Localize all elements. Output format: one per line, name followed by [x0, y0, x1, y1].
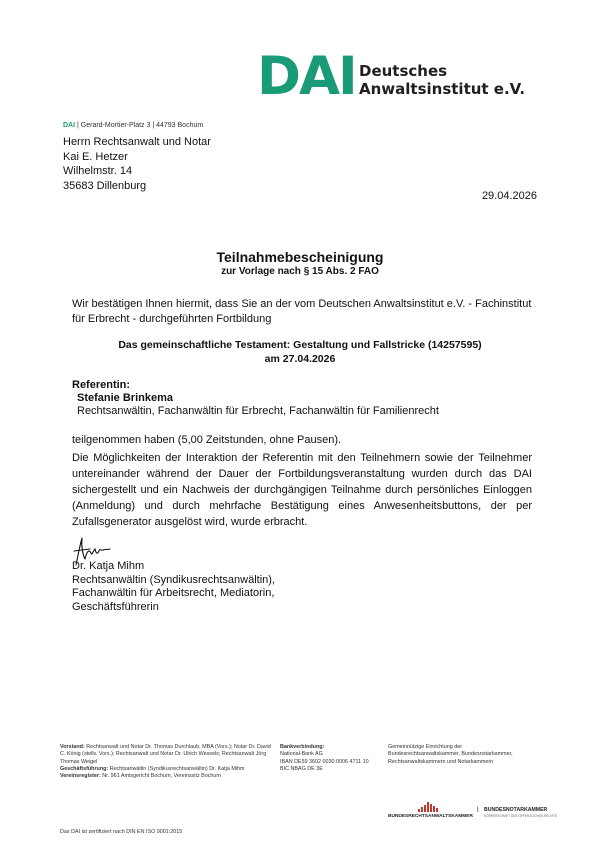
footer-board	[60, 744, 275, 780]
recipient-line: 35683 Dillenburg	[63, 179, 147, 192]
footer-org-line: Gemeinnützige Einrichtung der	[388, 744, 463, 750]
footer-value: Rechtsanwalt und Notar Dr. Thomas Durchlaub, MBA (Vors.); Notar Dr. David C. König (stellv. Vors.); Rechtsanwalt und Notar Dr. Ulrich Wessels; Rechtsanwalt Jörg Thomas Weigel	[60, 744, 271, 765]
participation-statement: teilgenommen haben (5,00 Zeitstunden, ohne Pausen).	[72, 434, 342, 446]
speaker-title: Rechtsanwältin, Fachanwältin für Erbrecht, Fachanwältin für Familienrecht	[77, 405, 439, 417]
bnotk-logo-subtext: KÖRPERSCHAFT DES ÖFFENTLICHEN RECHTS	[484, 814, 557, 818]
footer-value: Rechtsanwältin (Syndikusrechtsanwältin) Dr. Katja Mihm	[108, 765, 245, 772]
brak-logo-text: BUNDESRECHTSANWALTSKAMMER	[388, 814, 473, 819]
bnotk-logo-text: BUNDESNOTARKAMMER	[484, 807, 548, 813]
sender-line	[63, 122, 203, 129]
footer-label: Vereinsregister:	[60, 773, 101, 780]
footer-bank	[280, 744, 380, 773]
bnotk-eagle-icon: ⌇	[476, 807, 480, 814]
footer-bank-line: National-Bank AG	[280, 751, 323, 758]
logo-name	[359, 62, 525, 98]
signer-title-line: Rechtsanwältin (Syndikusrechtsanwältin),	[72, 573, 275, 586]
footer-organisation	[388, 744, 558, 766]
sender-address: | Gerard-Mortier-Platz 3 | 44793 Bochum	[75, 122, 204, 129]
signer-name: Dr. Katja Mihm	[72, 560, 145, 572]
footer-board-line	[60, 744, 275, 766]
sender-brand: DAI	[63, 122, 76, 129]
recipient-line: Herrn Rechtsanwalt und Notar	[63, 136, 211, 148]
document-subtitle: zur Vorlage nach § 15 Abs. 2 FAO	[221, 266, 379, 277]
logo-line-1: Deutsches	[359, 62, 448, 80]
brak-logo	[388, 802, 473, 822]
signer-title-line: Geschäftsführerin	[72, 600, 159, 613]
footer-bank-line: IBAN DE59 3602 0030 0006 4711 10	[280, 758, 369, 765]
footer-management-line	[60, 766, 275, 773]
document-title: Teilnahmebescheinigung	[216, 249, 384, 265]
footer-register-line	[60, 773, 275, 780]
signer-block	[72, 560, 275, 614]
recipient-address	[63, 135, 211, 193]
body-paragraph: Die Möglichkeiten der Interaktion der Referentin mit den Teilnehmern sowie der Teilnehmer untereinander während der Dauer der Fortbildungsveranstaltung wurden durch das DAI sichergestellt und ein Nachweis der durchgängigen Teilnahme durch persönliches Einloggen (Anmeldung) und durch mehrfache Bestätigung eines Anwesenheitsbuttons, der per Zufallsgenerator ausgelöst wird, wurde erbracht.	[72, 452, 532, 528]
footer-org-line: Rechtsanwaltskammern und Notarkammern	[388, 758, 494, 765]
footer-label: Vorstand:	[60, 744, 85, 750]
certification-note: Das DAI ist zertifiziert nach DIN EN ISO 9001:2015	[60, 829, 183, 835]
course-date: am 27.04.2026	[264, 353, 336, 365]
intro-paragraph: Wir bestätigen Ihnen hiermit, dass Sie an der vom Deutschen Anwaltsinstitut e.V. - Fachinstitut für Erbrecht - durchgeführten Fortbildung	[72, 298, 532, 325]
footer-value: Nr. 961 Amtsgericht Bochum, Vereinssitz Bochum	[100, 773, 221, 780]
brak-bars-icon	[418, 802, 438, 812]
signer-title-line: Fachanwältin für Arbeitsrecht, Mediatorin,	[72, 587, 275, 599]
letter-date: 29.04.2026	[481, 190, 537, 202]
recipient-line: Wilhelmstr. 14	[63, 165, 133, 177]
logo-abbreviation: DAI	[257, 46, 356, 107]
logo-line-2: Anwaltsinstitut e.V.	[359, 80, 526, 98]
speaker-name: Stefanie Brinkema	[77, 392, 173, 404]
footer-org-line: Bundesrechtsanwaltskammer, Bundesnotarkammer,	[388, 751, 513, 758]
bnotk-logo	[476, 806, 556, 826]
footer-label: Geschäftsführung:	[60, 765, 109, 772]
speaker-label: Referentin:	[72, 379, 131, 391]
course-title: Das gemeinschaftliche Testament: Gestaltung und Fallstricke (14257595)	[118, 339, 482, 351]
course-block	[0, 338, 600, 366]
footer-bank-line: BIC NBAG DE 3E	[280, 765, 323, 772]
footer-label: Bankverbindung:	[280, 744, 325, 750]
recipient-line: Kai E. Hetzer	[63, 150, 128, 163]
